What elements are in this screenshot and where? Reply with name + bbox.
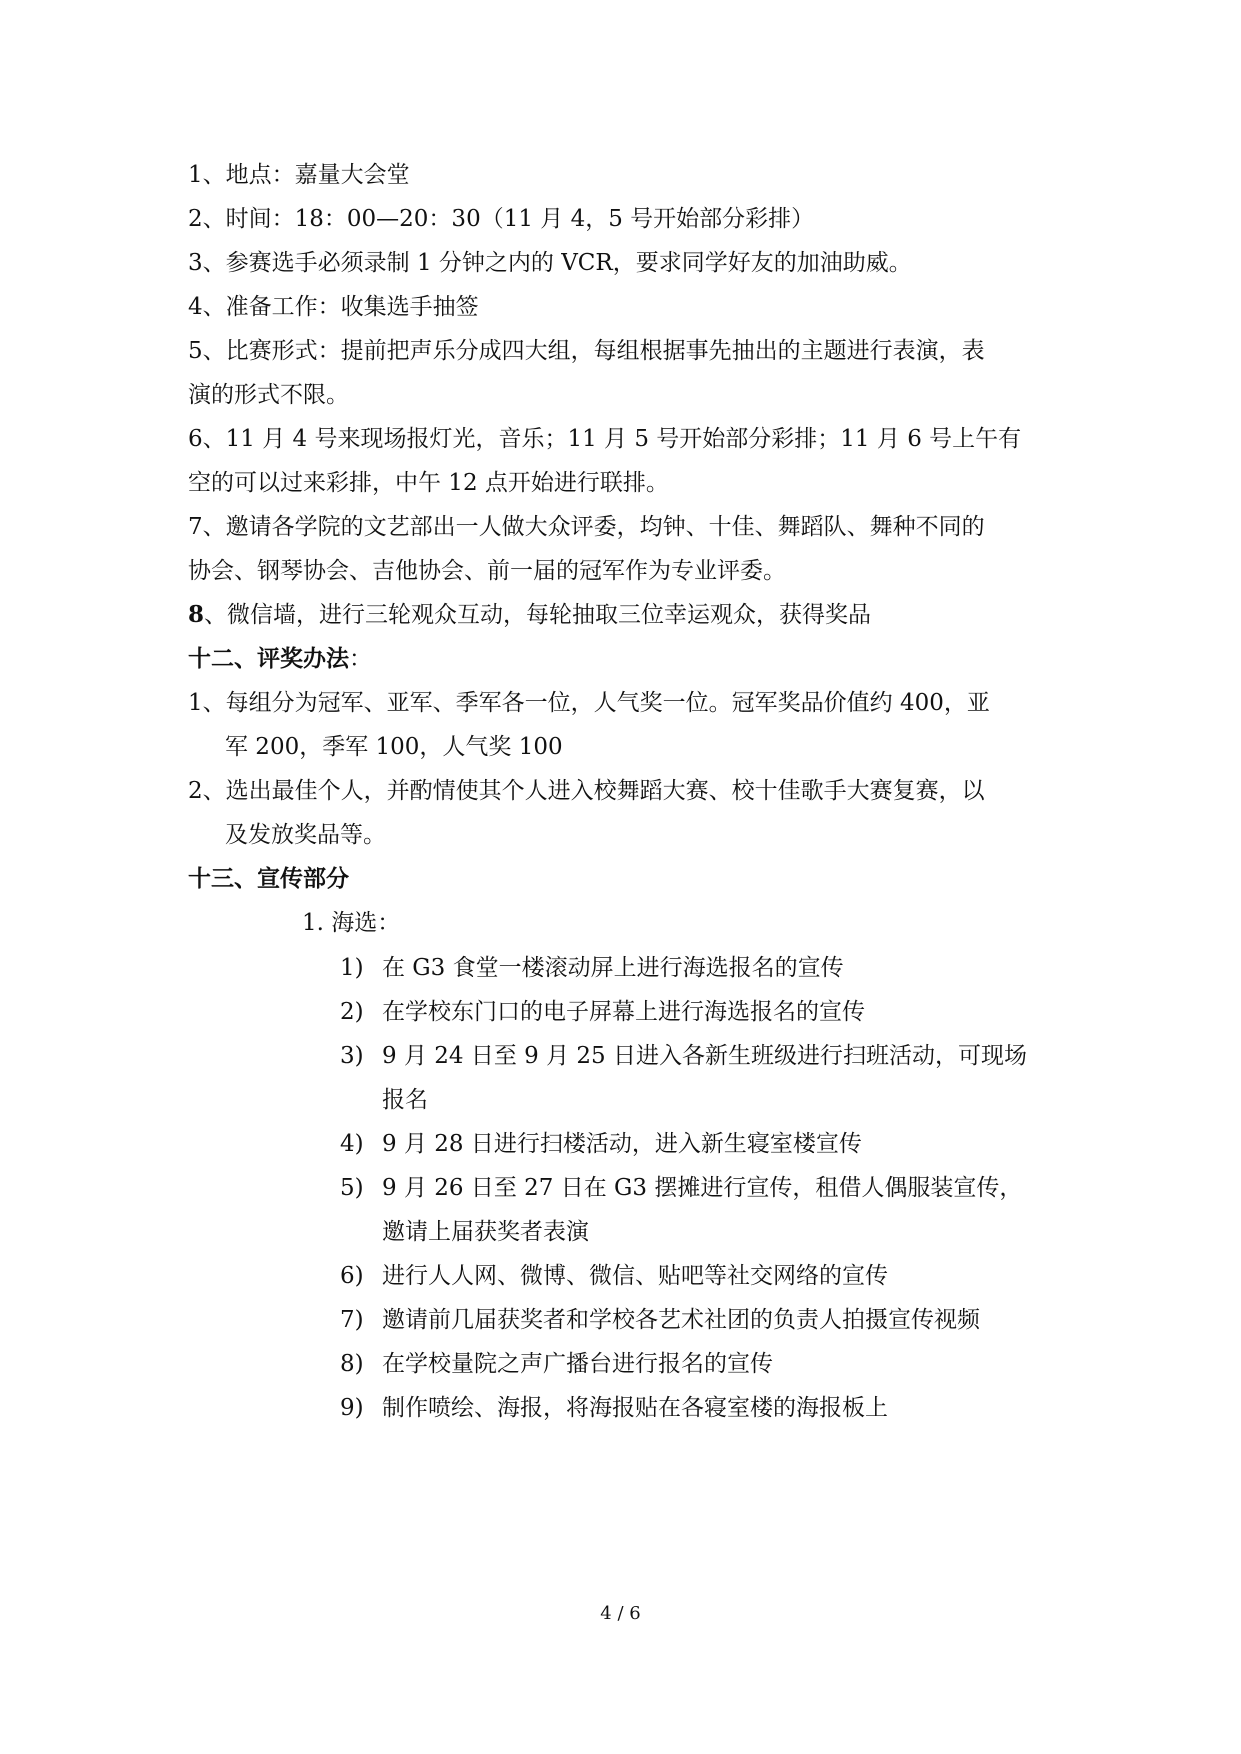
item-time: 2、时间：18：00—20：30（11 月 4，5 号开始部分彩排） — [188, 206, 815, 232]
item-wechat-text: 、微信墙，进行三轮观众互动，每轮抽取三位幸运观众，获得奖品 — [204, 602, 872, 628]
item-rehearsal-line1: 6、11 月 4 号来现场报灯光，音乐；11 月 5 号开始部分彩排；11 月 6 号上午有 — [188, 426, 1022, 452]
award-rule-2-line1: 2、选出最佳个人，并酌情使其个人进入校舞蹈大赛、校十佳歌手大赛复赛，以 — [188, 778, 985, 804]
list-item: 进行人人网、微博、微信、贴吧等社交网络的宣传 — [382, 1263, 888, 1289]
list-item: 9 月 24 日至 9 月 25 日进入各新生班级进行扫班活动，可现场 — [382, 1043, 1027, 1069]
item-rehearsal-line2: 空的可以过来彩排，中午 12 点开始进行联排。 — [188, 470, 669, 496]
item-vcr: 3、参赛选手必须录制 1 分钟之内的 VCR，要求同学好友的加油助威。 — [188, 250, 912, 276]
list-item-number: 8) — [340, 1351, 364, 1377]
list-item: 在学校东门口的电子屏幕上进行海选报名的宣传 — [382, 999, 865, 1025]
list-item-number: 9) — [340, 1395, 364, 1421]
item-preparation: 4、准备工作：收集选手抽签 — [188, 294, 479, 320]
section-13-heading: 十三、宣传部分 — [188, 865, 349, 892]
list-item-continuation: 报名 — [382, 1087, 428, 1113]
award-rule-2-line2: 及发放奖品等。 — [225, 822, 386, 848]
item-judges-line2: 协会、钢琴协会、吉他协会、前一届的冠军作为专业评委。 — [188, 558, 786, 584]
section-12-colon: ： — [349, 646, 372, 672]
audition-heading: 1. 海选： — [302, 910, 401, 936]
item-wechat-number: 8 — [188, 601, 205, 628]
item-judges-line1: 7、邀请各学院的文艺部出一人做大众评委，均钟、十佳、舞蹈队、舞种不同的 — [188, 514, 985, 540]
award-rule-1-line2: 军 200，季军 100，人气奖 100 — [225, 734, 563, 760]
item-format-line1: 5、比赛形式：提前把声乐分成四大组，每组根据事先抽出的主题进行表演，表 — [188, 338, 985, 364]
list-item: 9 月 28 日进行扫楼活动，进入新生寝室楼宣传 — [382, 1131, 862, 1157]
list-item-number: 5) — [340, 1175, 364, 1201]
award-rule-1-line1: 1、每组分为冠军、亚军、季军各一位，人气奖一位。冠军奖品价值约 400，亚 — [188, 690, 990, 716]
item-format-line2: 演的形式不限。 — [188, 382, 349, 408]
list-item: 9 月 26 日至 27 日在 G3 摆摊进行宣传，租借人偶服装宣传， — [382, 1175, 1023, 1201]
list-item-number: 6) — [340, 1263, 364, 1289]
section-12-title: 十二、评奖办法 — [188, 645, 349, 672]
list-item: 在学校量院之声广播台进行报名的宣传 — [382, 1351, 773, 1377]
item-wechat-wall — [188, 599, 871, 631]
page-number: 4 / 6 — [600, 1603, 641, 1624]
list-item-number: 1) — [340, 955, 364, 981]
item-location: 1、地点：嘉量大会堂 — [188, 162, 410, 188]
list-item: 制作喷绘、海报，将海报贴在各寝室楼的海报板上 — [382, 1395, 888, 1421]
list-item-continuation: 邀请上届获奖者表演 — [382, 1219, 589, 1245]
list-item-number: 2) — [340, 999, 364, 1025]
section-12-heading — [188, 643, 372, 675]
list-item: 在 G3 食堂一楼滚动屏上进行海选报名的宣传 — [382, 955, 844, 981]
list-item-number: 4) — [340, 1131, 364, 1157]
list-item: 邀请前几届获奖者和学校各艺术社团的负责人拍摄宣传视频 — [382, 1307, 980, 1333]
list-item-number: 3) — [340, 1043, 364, 1069]
list-item-number: 7) — [340, 1307, 364, 1333]
